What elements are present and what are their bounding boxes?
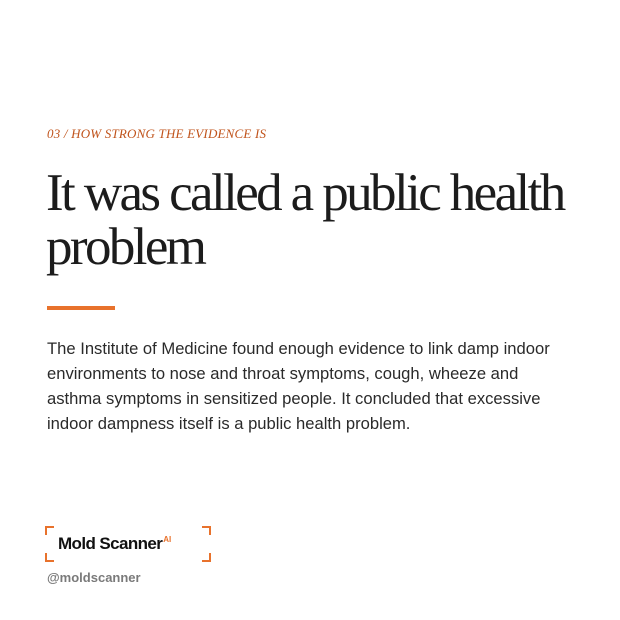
brand-name-text: Mold Scanner: [58, 534, 163, 553]
section-kicker: 03 / HOW STRONG THE EVIDENCE IS: [47, 126, 267, 141]
brand-logo: [45, 526, 211, 562]
accent-divider: [47, 306, 115, 310]
frame-corner-top-left: [45, 526, 54, 535]
frame-corner-bottom-right: [202, 553, 211, 562]
brand-name: [58, 534, 171, 554]
brand-ai-badge: AI: [163, 535, 172, 544]
body-paragraph: The Institute of Medicine found enough evidence to link damp indoor environments to nose and throat symptoms, cough, wheeze and asthma symptoms in sensitized people. It concluded that excessive indoor dampness itself is a public health problem.: [47, 339, 550, 433]
headline: It was called a public health problem: [46, 164, 564, 276]
frame-corner-bottom-left: [45, 553, 54, 562]
social-handle: @moldscanner: [47, 570, 141, 585]
frame-corner-top-right: [202, 526, 211, 535]
